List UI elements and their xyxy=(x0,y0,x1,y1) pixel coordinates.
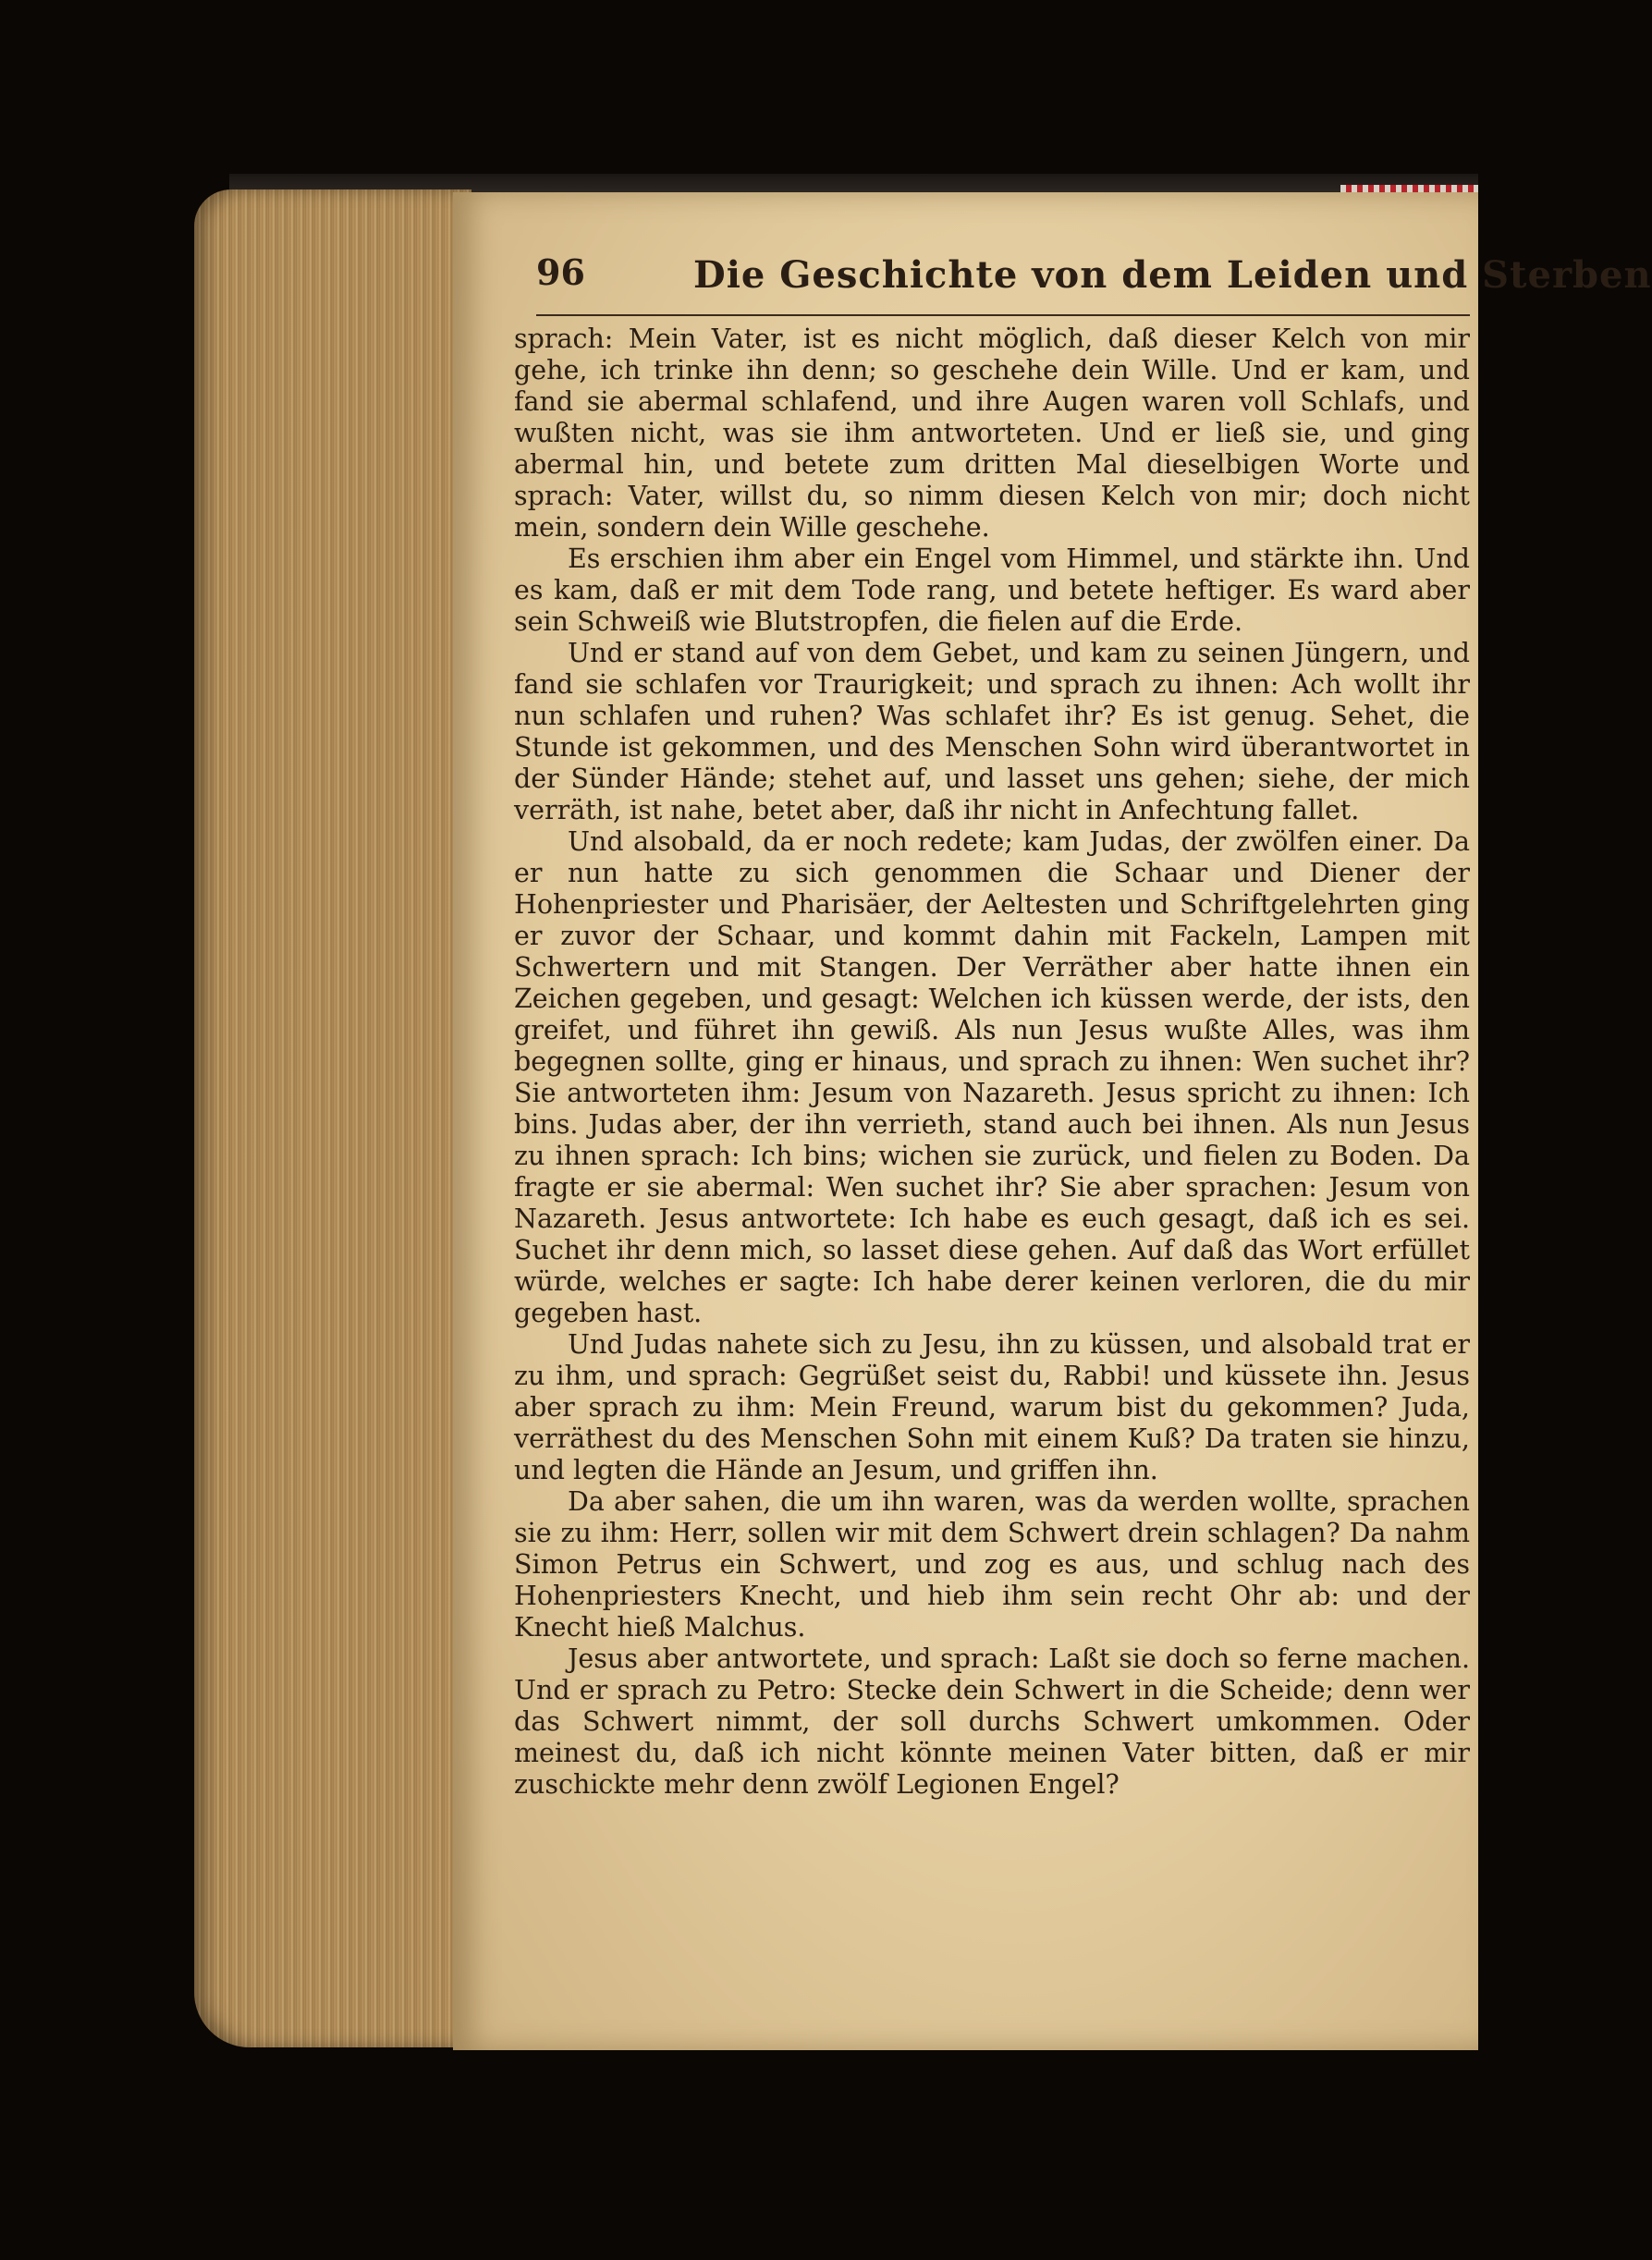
paragraph: Und alsobald, da er noch redete; kam Judas, der zwölfen einer. Da er nun hatte zu sich genommen die Schaar und Diener der Hohenpriester und Pharisäer, der Aeltesten und Schriftgelehrten ging er zuvor der Schaar, und kommt dahin mit Fackeln, Lampen mit Schwertern und mit Stangen. Der Verräther aber hatte ihnen ein Zeichen gegeben, und gesagt: Welchen ich küssen werde, der ists, den greifet, und führet ihn gewiß. Als nun Jesus wußte Alles, was ihm begegnen sollte, ging er hinaus, und sprach zu ihnen: Wen suchet ihr? Sie antworteten ihm: Jesum von Nazareth. Jesus spricht zu ihnen: Ich bins. Judas aber, der ihn verrieth, stand auch bei ihnen. Als nun Jesus zu ihnen sprach: Ich bins; wichen sie zurück, und fielen zu Boden. Da fragte er sie abermal: Wen suchet ihr? Sie aber sprachen: Jesum von Nazareth. Jesus antwortete: Ich habe es euch gesagt, daß ich es sei. Suchet ihr denn mich, so lasset diese gehen. Auf daß das Wort erfüllet würde, welches er sagte: Ich habe derer keinen verloren, die du mir gegeben hast. xyxy=(514,826,1470,1328)
paragraph: Jesus aber antwortete, und sprach: Laßt sie doch so ferne machen. Und er sprach zu Petro: Stecke dein Schwert in die Scheide; denn wer das Schwert nimmt, der soll durchs Schwert umkommen. Oder meinest du, daß ich nicht könnte meinen Vater bitten, daß er mir zuschickte mehr denn zwölf Legionen Engel? xyxy=(514,1643,1470,1800)
paragraph: Und er stand auf von dem Gebet, und kam zu seinen Jüngern, und fand sie schlafen vor Traurigkeit; und sprach zu ihnen: Ach wollt ihr nun schlafen und ruhen? Was schlafet ihr? Es ist genug. Sehet, die Stunde ist gekommen, und des Menschen Sohn wird überantwortet in der Sünder Hände; stehet auf, und lasset uns gehen; siehe, der mich verräth, ist nahe, betet aber, daß ihr nicht in Anfechtung fallet. xyxy=(514,638,1470,825)
paragraph: Es erschien ihm aber ein Engel vom Himmel, und stärkte ihn. Und es kam, daß er mit dem Tode rang, und betete heftiger. Es ward aber sein Schweiß wie Blutstropfen, die fielen auf die Erde. xyxy=(514,544,1470,637)
header-rule xyxy=(536,314,1470,316)
paragraph: sprach: Mein Vater, ist es nicht möglich, daß dieser Kelch von mir gehe, ich trinke ihn denn; so geschehe dein Wille. Und er kam, und fand sie abermal schlafend, und ihre Augen waren voll Schlafs, und wußten nicht, was sie ihm antworteten. Und er ließ sie, und ging abermal hin, und betete zum dritten Mal dieselbigen Worte und sprach: Vater, willst du, so nimm diesen Kelch von mir; doch nicht mein, sondern dein Wille geschehe. xyxy=(514,324,1470,543)
paragraph: Da aber sahen, die um ihn waren, was da werden wollte, sprachen sie zu ihm: Herr, sollen wir mit dem Schwert drein schlagen? Da nahm Simon Petrus ein Schwert, und zog es aus, und schlug nach des Hohenpriesters Knecht, und hieb ihm sein recht Ohr ab: und der Knecht hieß Malchus. xyxy=(514,1486,1470,1643)
page-number: 96 xyxy=(536,251,585,293)
page-edges xyxy=(194,189,471,2047)
paragraph: Und Judas nahete sich zu Jesu, ihn zu küssen, und alsobald trat er zu ihm, und sprach: Gegrüßet seist du, Rabbi! und küssete ihn. Jesus aber sprach zu ihm: Mein Freund, warum bist du gekommen? Juda, verräthest du des Menschen Sohn mit einem Kuß? Da traten sie hinzu, und legten die Hände an Jesum, und griffen ihn. xyxy=(514,1329,1470,1485)
page-body xyxy=(514,324,1470,1801)
page-header xyxy=(536,248,1652,312)
running-title: Die Geschichte von dem Leiden und Sterben xyxy=(693,253,1652,297)
